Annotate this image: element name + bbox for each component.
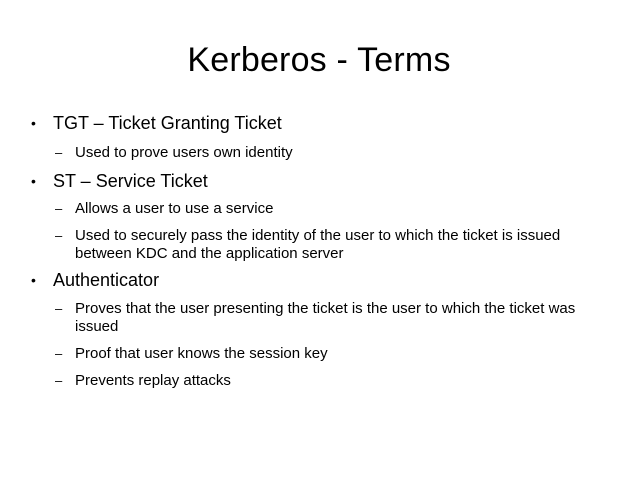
sub-marker: – (55, 228, 63, 243)
sub-bullet-text: Allows a user to use a service (75, 200, 274, 217)
bullet-label: TGT – Ticket Granting Ticket (53, 113, 282, 133)
bullet-label: Authenticator (53, 270, 160, 290)
bullet-marker: • (31, 272, 36, 288)
sub-bullet-text: Proof that user knows the session key (75, 345, 328, 362)
sub-marker: – (55, 346, 63, 361)
bullet-marker: • (31, 173, 36, 189)
slide-title: Kerberos - Terms (187, 41, 451, 79)
sub-bullet-text: Used to prove users own identity (75, 144, 293, 161)
bullet-label: ST – Service Ticket (53, 171, 208, 191)
sub-bullet-text: Proves that the user presenting the ticket is the user to which the ticket was issued (75, 300, 576, 335)
sub-bullet-text: Used to securely pass the identity of the user to which the ticket is issued between KDC and the application server (75, 227, 561, 262)
sub-marker: – (55, 201, 63, 216)
sub-marker: – (55, 301, 63, 316)
sub-bullet-text: Prevents replay attacks (75, 372, 231, 389)
sub-marker: – (55, 373, 63, 388)
sub-marker: – (55, 145, 63, 160)
bullet-marker: • (31, 115, 36, 131)
